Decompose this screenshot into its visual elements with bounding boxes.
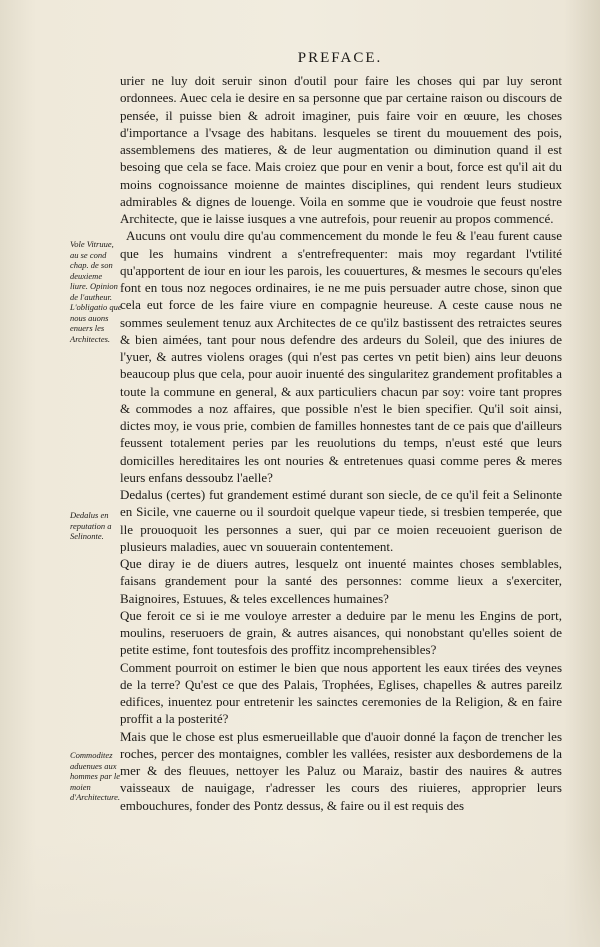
page-bottom-margin	[0, 837, 600, 947]
paragraph-diuers: Que diray ie de diuers autres, lesquelz ont inuenté maintes choses semblables, faisans grandement pour la santé des personnes: comme lieux a s'exerciter, Baignoires, Estuues, & teles excellences humaines?	[120, 556, 562, 606]
paragraph-eaux: Comment pourroit on estimer le bien que nous apportent les eaux tirées des veynes de la terre? Qu'est ce que des Palais, Trophées, Eglises, chapelles & autres pareilz edifices, inuentez pour entretenir les sainctes ceremonies de la Religion, & en faire proffit a la posterité?	[120, 659, 562, 727]
body-text	[120, 72, 562, 814]
margin-note-commoditez: Commoditez aduenues aux hommes par le moien d'Architecture.	[70, 750, 121, 802]
running-head	[0, 50, 600, 67]
paragraph-engins: Que feroit ce si ie me vouloye arrester a deduire par le menu les Engins de port, moulins, reseruoers de grain, & autres aisances, qui nonobstant qu'elles soient de petite estime, font toutesfois des proffitz incomprehensibles?	[120, 607, 562, 658]
margin-note-dedalus: Dedalus en reputation a Selinonte.	[70, 510, 112, 541]
paragraph-roches: Mais que le chose est plus esmerueillable que d'auoir donné la façon de trencher les roches, percer des montaignes, combler les vallées, resister aux desbordemens de la mer & des fleuues, nettoyer les Paluz ou Maraiz, bastir des nauires & autres vaisseaux de nauigage, r'adresser les cours des riuieres, approprier leurs embouchures, fonder des Pontz dessus, & faire ou il est requis des	[120, 728, 562, 813]
paragraph-aucuns: Aucuns ont voulu dire qu'au commencement du monde le feu & l'eau furent cause que les humains vindrent a s'entrefrequenter: mais moy regardant l'vtilité qu'apportent de iour en iour les parois, les couuertures, & mesmes le secours qu'eles font en tous noz negoces ordinaires, ie ne me puis persuader autre chose, sinon que cela eut force de les faire viure en compagnie heureuse. A ceste cause nous ne sommes seulement tenuz aux Architectes de ce qu'ilz bastissent des retraictes seures & bien aimées, tant pour nous defendre des ardeurs du Soleil, que des iniures de l'yuer, & autres violens orages (qui n'est pas certes vn petit bien) ains leur deuons beaucoup plus que cela, pour auoir inuenté des singularitez grandement profitables a toute la commune en general, & aux particuliers chacun par soy: voire tant propres & commodes a noz affaires, que possible n'est le bien specifier. Qu'il soit ainsi, dictes moy, ie vous prie, combien de familles honnestes tant de ce pais que d'ailleurs feussent totalement peries par les reuolutions du temps, n'eust esté que leurs domicilles hereditaires les ont nouries & entretenues quasi comme peres & meres leurs enfans dessoubz l'aelle?	[120, 228, 562, 485]
paragraph-dedalus: Dedalus (certes) fut grandement estimé durant son siecle, de ce qu'il feit a Selinonte en Sicile, vne cauerne ou il sourdoit quelque vapeur tiede, si tresbien temperée, que lle prouoquoit les personnes a suer, qui par ce moien receuoient guerison de plusieurs maladies, auec vn souuerain contentement.	[120, 487, 562, 554]
paragraph-architecte: urier ne luy doit seruir sinon d'outil pour faire les choses qui par luy seront ordonnees. Auec cela ie desire en sa personne que par certaine raison ou discours de pensée, il puisse bien & adroit imaginer, puis faire voir en œuure, les choses d'importance a l'vsage des habitans. lesqueles se tirent du mouuement des pois, assemblemens des matieres, & de leur augmentation ou diminution quand il est besoing que cela se face. Mais croiez que pour en venir a bout, force est qu'il ait du moins cognoissance moienne de maintes disciplines, qui rendent leurs studieux admirables & dignes de louenge. Voila en somme que ie voudroie que feust nostre Architecte, que ie laisse iusques a vne autrefois, pour reuenir au propos commencé.	[120, 73, 562, 226]
margin-note-vitruve: Vole Vitruue, au se cond chap. de son deuxieme liure. Opinion de l'autheur. L'obligatio que nous auons enuers les Architectes.	[70, 239, 122, 344]
page-header-title: PREFACE.	[297, 50, 383, 66]
